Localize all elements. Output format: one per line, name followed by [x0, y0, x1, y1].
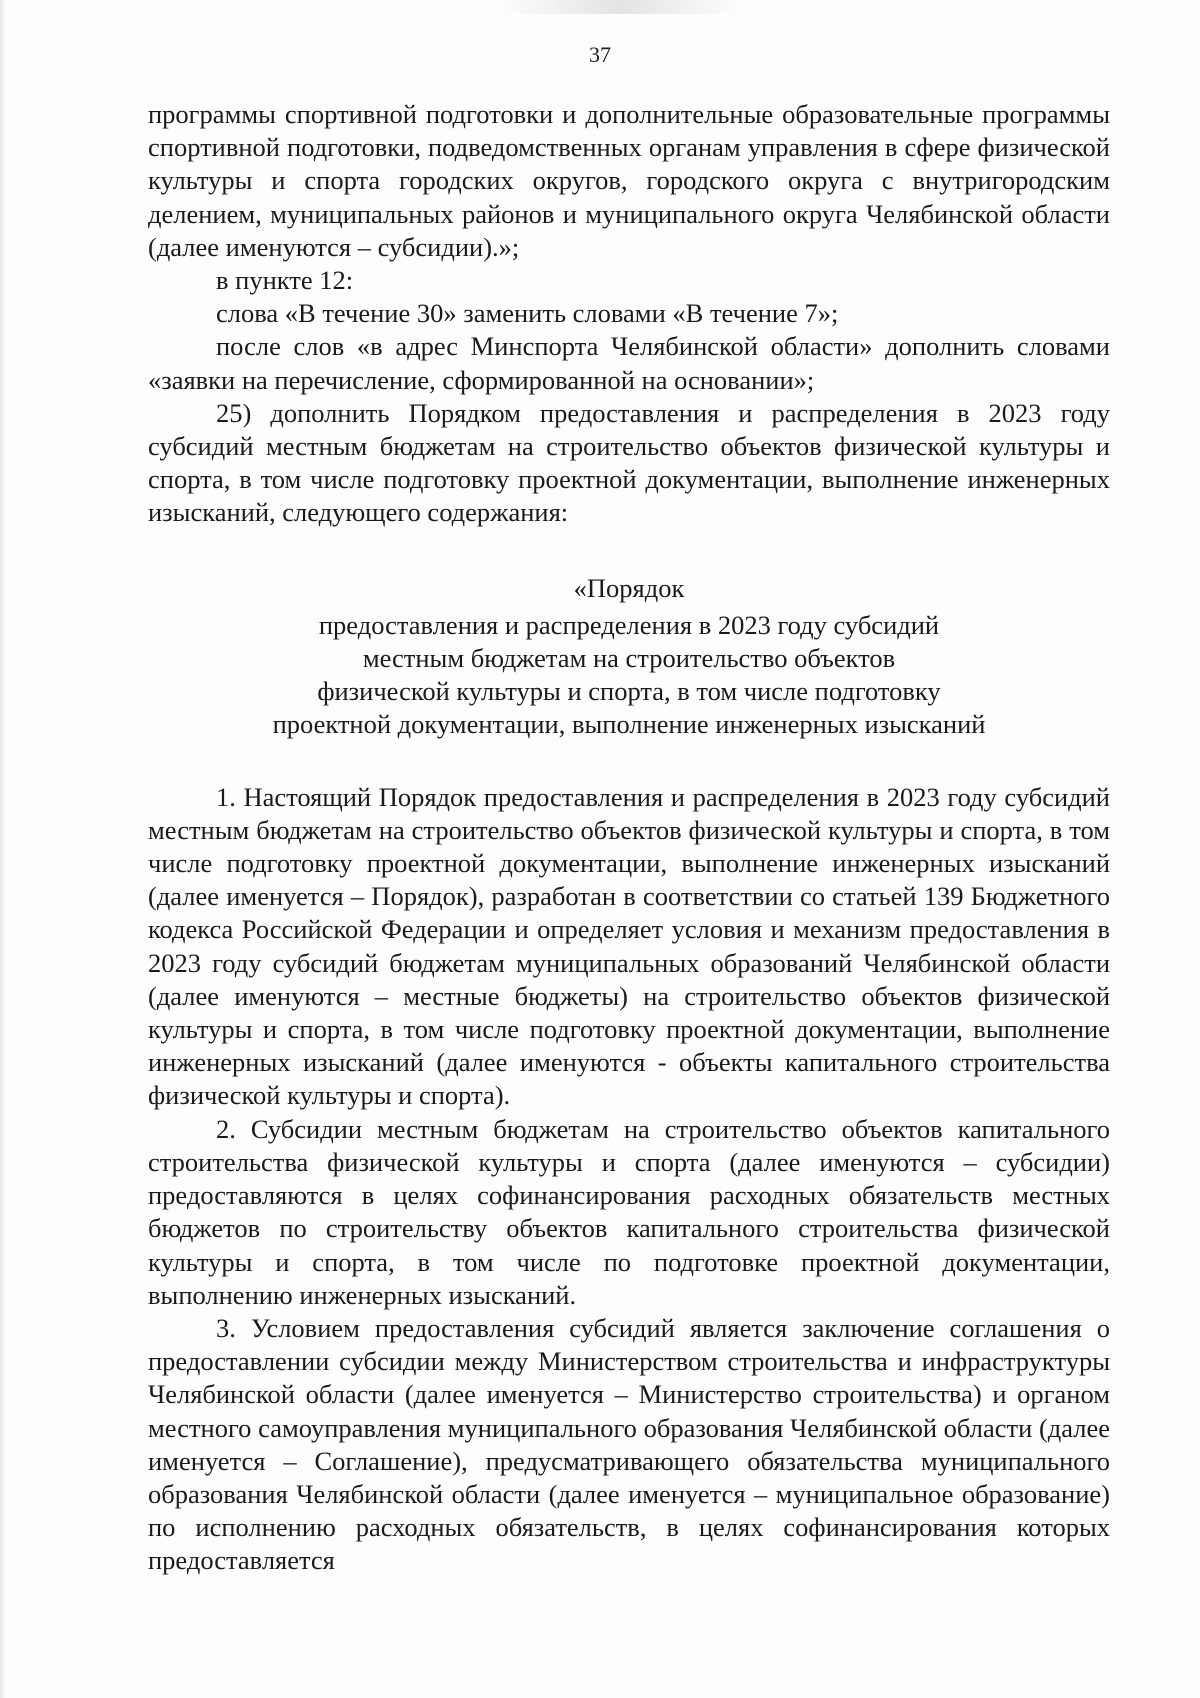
title-line: предоставления и распределения в 2023 году субсидий	[318, 609, 940, 640]
document-body	[148, 98, 1110, 1578]
title-line: физической культуры и спорта, в том числе подготовку	[317, 676, 941, 707]
paragraph-point-12: в пункте 12:	[216, 265, 354, 296]
paragraph-clause-2: 2. Субсидии местным бюджетам на строительство объектов капитального строительства физической культуры и спорта (далее именуются – субсидии) предоставляются в целях софинансирования расходных обязательств местных бюджетов по строительству объектов капитального строительства физической культуры и спорта, в том числе по подготовке проектной документации, выполнению инженерных изысканий.	[148, 1113, 1110, 1310]
title-line: местным бюджетам на строительство объектов	[362, 643, 896, 674]
procedure-title	[148, 572, 1110, 742]
paragraph-clause-1: 1. Настоящий Порядок предоставления и распределения в 2023 году субсидий местным бюджетам на строительство объектов физической культуры и спорта, в том числе подготовку проектной документации, выполнение инженерных изысканий (далее именуется – Порядок), разработан в соответствии со статьей 139 Бюджетного кодекса Российской Федерации и определяет условия и механизм предоставления в 2023 году субсидий бюджетам муниципальных образований Челябинской области (далее именуются – местные бюджеты) на строительство объектов физической культуры и спорта, в том числе подготовку проектной документации, выполнение инженерных изысканий (далее именуются - объекты капитального строительства физической культуры и спорта).	[148, 781, 1110, 1111]
paragraph-words-add: после слов «в адрес Минспорта Челябинской области» дополнить словами «заявки на перечисление, сформированной на основании»;	[148, 331, 1110, 395]
scan-edge-shadow	[0, 0, 6, 1698]
title-line: проектной документации, выполнение инженерных изысканий	[272, 709, 986, 740]
paragraph-words-replace: слова «В течение 30» заменить словами «В течение 7»;	[216, 298, 839, 329]
paragraph-clause-3: 3. Условием предоставления субсидий является заключение соглашения о предоставлении субсидии между Министерством строительства и инфраструктуры Челябинской области (далее именуется – Министерство строительства) и органом местного самоуправления муниципального образования Челябинской области (далее именуется – Соглашение), предусматривающего обязательства муниципального образования Челябинской области (далее именуется – муниципальное образование) по исполнению расходных обязательств, в целях софинансирования которых предоставляется	[148, 1312, 1110, 1576]
paragraph-continuation: программы спортивной подготовки и дополнительные образовательные программы спортивной подготовки, подведомственных органам управления в сфере физической культуры и спорта городских округов, городского округа с внутригородским делением, муниципальных районов и муниципального округа Челябинской области (далее именуются – субсидии).»;	[148, 99, 1110, 262]
title-line: «Порядок	[573, 572, 685, 603]
page-number: 37	[589, 42, 611, 67]
scan-artifact	[500, 0, 740, 14]
paragraph-item-25: 25) дополнить Порядком предоставления и распределения в 2023 году субсидий местным бюджетам на строительство объектов физической культуры и спорта, в том числе подготовку проектной документации, выполнение инженерных изысканий, следующего содержания:	[148, 397, 1110, 528]
